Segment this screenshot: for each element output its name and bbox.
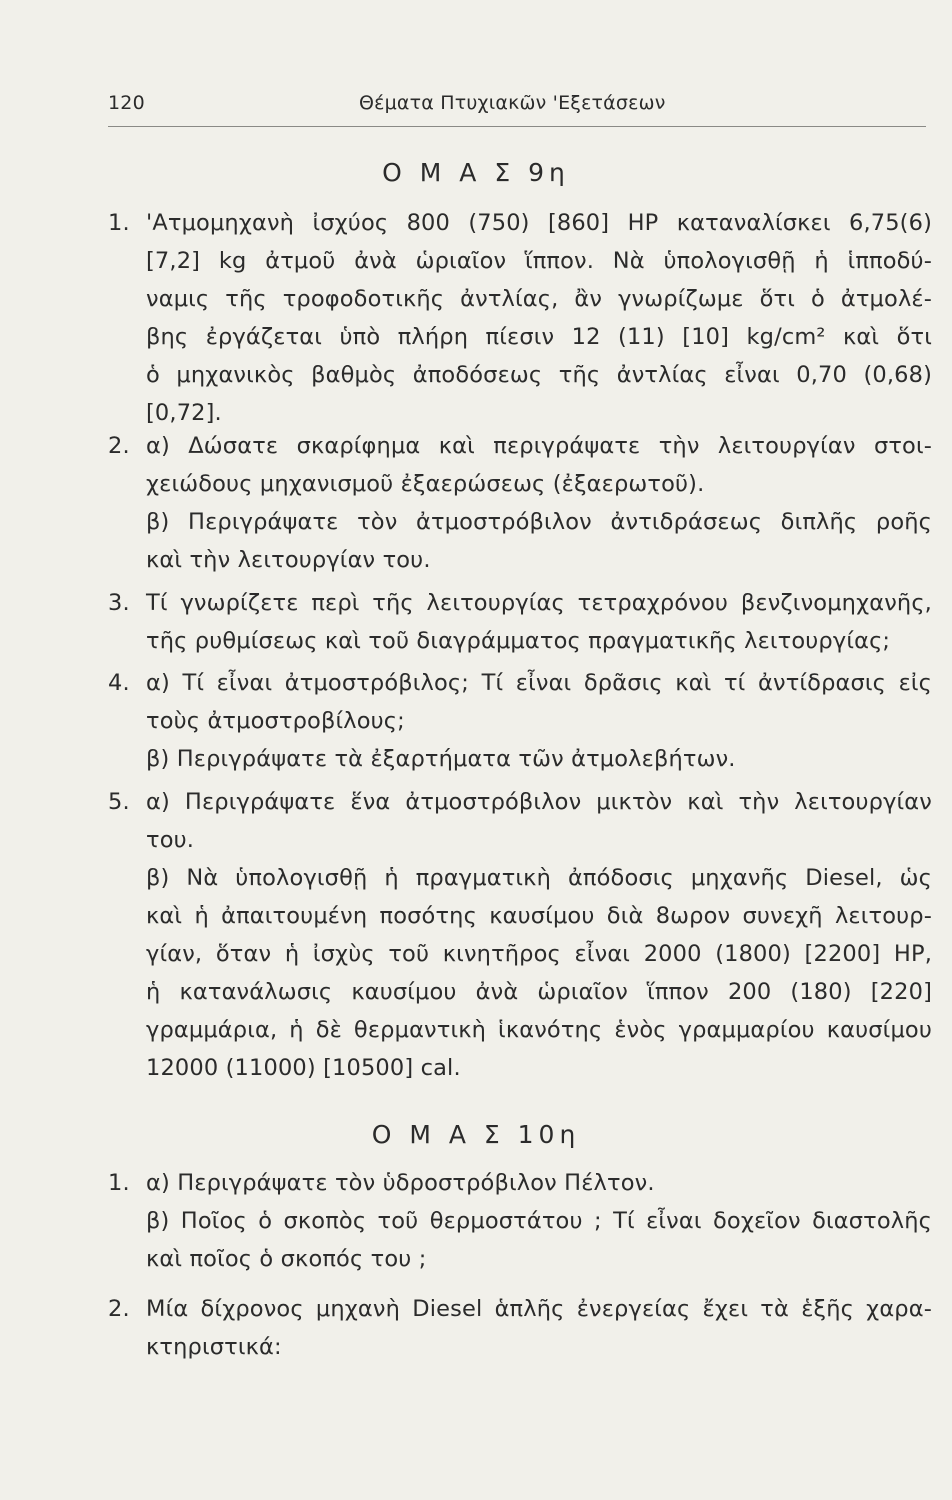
text-line: 4. α) Τί εἶναι ἀτμοστρόβιλος; Τί εἶναι δρᾶσις καὶ τί ἀντίδρασις εἰς: [108, 664, 932, 702]
text-line: 3. Τί γνωρίζετε περὶ τῆς λειτουργίας τετραχρόνου βενζινομηχανῆς,: [108, 584, 932, 622]
group-9-question-3: [108, 584, 932, 660]
header-rule: [108, 126, 926, 127]
text-line: β) Ποῖος ὁ σκοπὸς τοῦ θερμοστάτου ; Τί εἶναι δοχεῖον διαστολῆς: [146, 1208, 932, 1234]
text-line: κτηριστικά:: [146, 1334, 282, 1360]
text-line: τοὺς ἀτμοστροβίλους;: [146, 708, 405, 734]
group-9-question-1: [108, 204, 932, 432]
group-9-question-2: [108, 427, 932, 579]
question-number: 4.: [108, 670, 130, 696]
text-line: ναμις τῆς τροφοδοτικῆς ἀντλίας, ἂν γνωρίζωμε ὅτι ὁ ἀτμολέ-: [146, 286, 932, 312]
text-line: 1. 'Ατμομηχανὴ ἰσχύος 800 (750) [860] HP καταναλίσκει 6,75(6): [108, 204, 932, 242]
text-line: γίαν, ὅταν ἡ ἰσχὺς τοῦ κινητῆρος εἶναι 2000 (1800) [2200] HP,: [146, 941, 932, 967]
text-line: γραμμάρια, ἡ δὲ θερμαντικὴ ἱκανότης ἑνὸς γραμμαρίου καυσίμου: [146, 1017, 932, 1043]
text-line: [0,72].: [146, 400, 222, 426]
page-number: 120: [108, 92, 145, 114]
text-line: 12000 (11000) [10500] cal.: [146, 1055, 461, 1081]
text-line: ὁ μηχανικὸς βαθμὸς ἀποδόσεως τῆς ἀντλίας εἶναι 0,70 (0,68): [146, 362, 932, 388]
text-line: 5. α) Περιγράψατε ἕνα ἀτμοστρόβιλον μικτὸν καὶ τὴν λειτουργίαν: [108, 783, 932, 821]
group-9-question-5: [108, 783, 932, 1087]
text-line: β) Περιγράψατε τὸν ἀτμοστρόβιλον ἀντιδράσεως διπλῆς ροῆς: [146, 509, 932, 535]
question-number: 1.: [108, 1170, 130, 1196]
question-number: 1.: [108, 210, 130, 236]
group-9-heading: Ο Μ Α Σ 9η: [382, 158, 570, 187]
group-10-heading: Ο Μ Α Σ 10η: [371, 1120, 581, 1149]
text-line: χειώδους μηχανισμοῦ ἐξαερώσεως (ἐξαερωτοῦ).: [146, 471, 705, 497]
question-number: 5.: [108, 789, 130, 815]
text-line: βης ἐργάζεται ὑπὸ πλήρη πίεσιν 12 (11) [10] kg/cm² καὶ ὅτι: [146, 324, 932, 350]
text-line: του.: [146, 827, 195, 853]
text-line: καὶ ποῖος ὁ σκοπός του ;: [146, 1246, 427, 1272]
text-line: καὶ τὴν λειτουργίαν του.: [146, 547, 431, 573]
text-line: 2. α) Δώσατε σκαρίφημα καὶ περιγράψατε τὴν λειτουργίαν στοι-: [108, 427, 932, 465]
group-9-question-4: [108, 664, 932, 778]
group-10-question-2: [108, 1290, 932, 1366]
running-title: Θέματα Πτυχιακῶν 'Εξετάσεων: [359, 92, 666, 114]
text-line: ἡ κατανάλωσις καυσίμου ἀνὰ ὡριαῖον ἵππον 200 (180) [220]: [146, 979, 932, 1005]
question-number: 3.: [108, 590, 130, 616]
text-line: 2. Μία δίχρονος μηχανὴ Diesel ἁπλῆς ἐνεργείας ἔχει τὰ ἑξῆς χαρα-: [108, 1290, 932, 1328]
text-line: β) Νὰ ὑπολογισθῇ ἡ πραγματικὴ ἀπόδοσις μηχανῆς Diesel, ὡς: [146, 865, 932, 891]
question-number: 2.: [108, 433, 130, 459]
group-10-question-1: [108, 1164, 932, 1278]
text-line: β) Περιγράψατε τὰ ἐξαρτήματα τῶν ἀτμολεβήτων.: [146, 746, 736, 772]
text-line: 1. α) Περιγράψατε τὸν ὑδροστρόβιλον Πέλτον.: [108, 1164, 932, 1202]
question-number: 2.: [108, 1296, 130, 1322]
text-line: τῆς ρυθμίσεως καὶ τοῦ διαγράμματος πραγματικῆς λειτουργίας;: [146, 628, 891, 654]
text-line: [7,2] kg ἀτμοῦ ἀνὰ ὡριαῖον ἵππον. Νὰ ὑπολογισθῇ ἡ ἱπποδύ-: [146, 248, 932, 274]
text-line: καὶ ἡ ἀπαιτουμένη ποσότης καυσίμου διὰ 8ωρον συνεχῆ λειτουρ-: [146, 903, 932, 929]
